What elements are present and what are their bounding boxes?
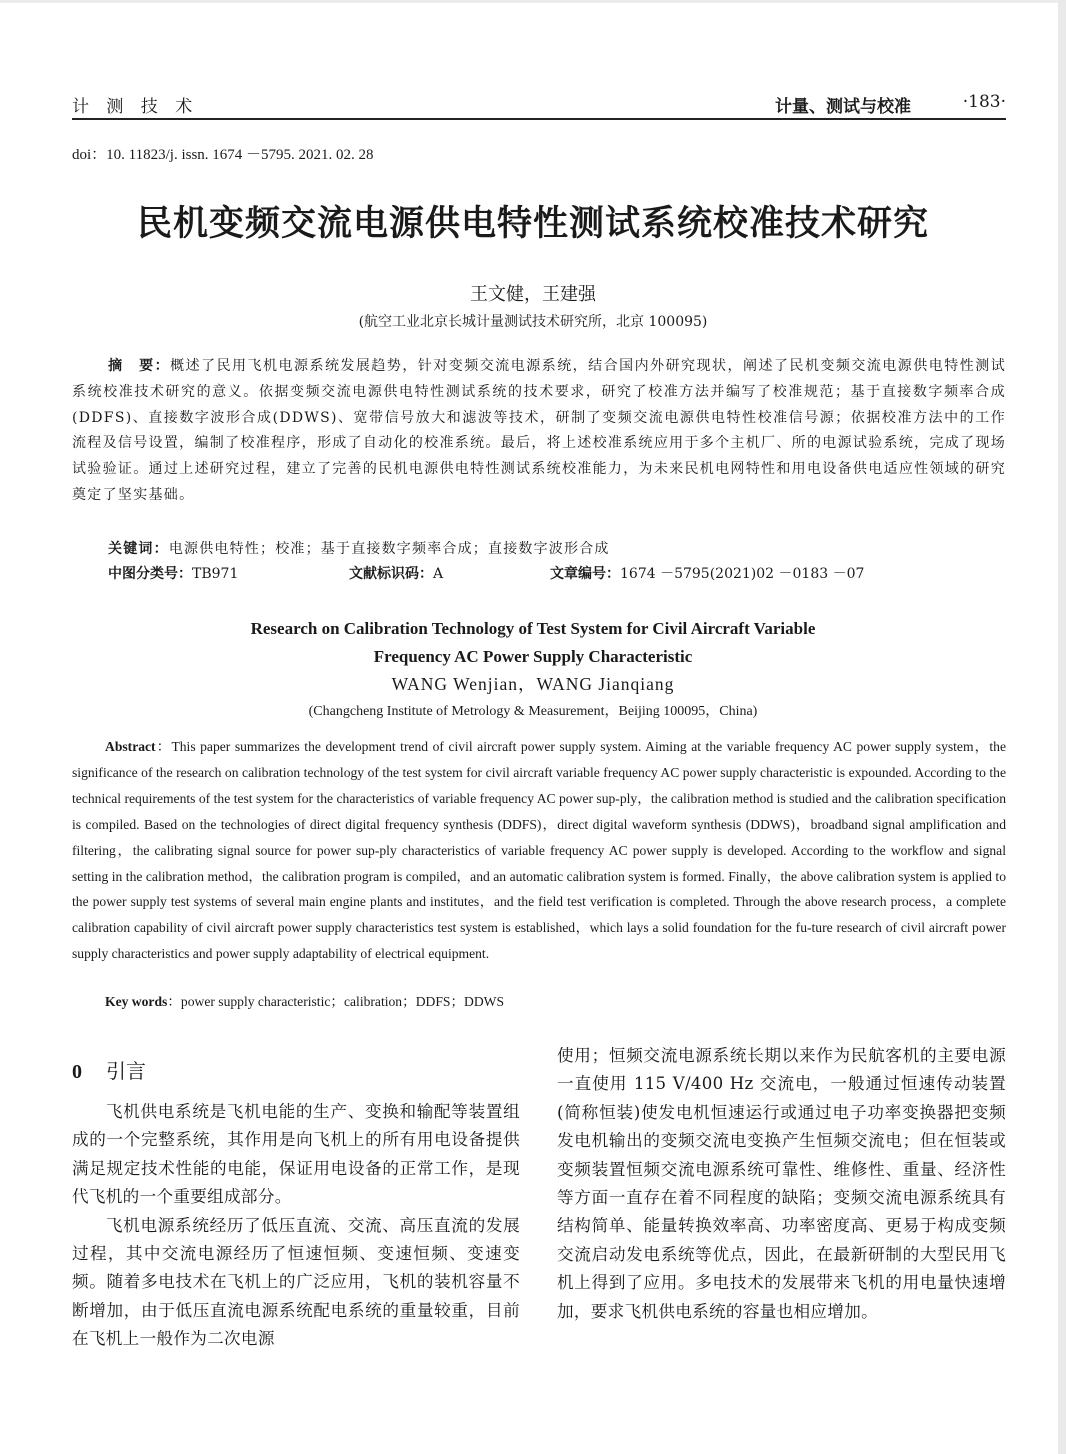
affiliation-zh: (航空工业北京长城计量测试技术研究所，北京 100095) [358, 314, 708, 330]
authors-en: WANG Wenjian，WANG Jianqiang [391, 674, 675, 694]
doc-code-value: A [433, 566, 444, 582]
header-rule [72, 118, 1006, 120]
clc-value: TB971 [192, 566, 239, 582]
keywords-en-text: ：power supply characteristic；calibration；DDFS；DDWS [167, 994, 505, 1009]
paper-title-zh: 民机变频交流电源供电特性测试系统校准技术研究 [136, 204, 929, 244]
section-number: 0 [72, 1061, 82, 1083]
doi-line: doi：10. 11823/j. issn. 1674 －5795. 2021. 02. 28 [72, 147, 374, 163]
abstract-en-label: Abstract [105, 739, 156, 754]
abstract-en-text: ：This paper summarizes the development trend of civil aircraft power supply system. Aiming at the variable frequency AC power supply system，the significance of the research on calibration technology of the test system for civil aircraft variable frequency AC power supply characteristic is expounded. According to the technical requirements of the test system for the characteristics of variable frequency AC power sup-ply，the calibration method is studied and the calibration specification is compiled. Based on the technologies of direct digital frequency synthesis (DDFS)，direct digital waveform synthesis (DDWS)，broadband signal amplification and filtering，the calibrating signal source for power sup-ply characteristics of variable frequency AC power supply is developed. According to the workflow and signal setting in the calibration method，the calibration program is compiled，and an automatic calibration system is formed. Finally，the above calibration system is applied to the power supply test systems of several main engine plants and institutes，and the field test verification is completed. Through the above research process，a complete calibration capability of civil aircraft power supply characteristics test system is established，which lays a solid foundation for the fu-ture research of civil aircraft power supply characteristics and power supply adaptability of electrical equipment. [72, 739, 1006, 962]
keywords-zh-label: 关键词： [108, 541, 169, 557]
section-name: 计量、测试与校准 [775, 97, 911, 117]
journal-name: 计 测 技 术 [72, 97, 199, 117]
authors-zh: 王文健，王建强 [470, 284, 596, 305]
title-en-line1: Research on Calibration Technology of Test System for Civil Aircraft Variable [250, 619, 816, 638]
doc-code-label: 文献标识码： [349, 566, 433, 582]
clc-cell [108, 563, 238, 583]
page-number: ·183· [962, 92, 1006, 112]
title-en-line2: Frequency AC Power Supply Characteristic [373, 647, 693, 666]
article-no-label: 文章编号： [550, 566, 620, 582]
affiliation-en: (Changcheng Institute of Metrology & Measurement，Beijing 100095，China) [308, 704, 758, 719]
abstract-en [72, 734, 1006, 967]
running-header [72, 92, 1006, 118]
section-heading [72, 1056, 520, 1098]
keywords-en-label: Key words [105, 994, 168, 1009]
body-right-column [557, 1042, 1006, 1326]
abstract-zh-text: 概述了民用飞机电源系统发展趋势，针对变频交流电源系统，结合国内外研究现状，阐述了民机变频交流电源供电特性测试系统校准技术研究的意义。依据变频交流电源供电特性测试系统的技术要求，研究了校准方法并编写了校准规范；基于直接数字频率合成(DDFS)、直接数字波形合成(DDWS)、宽带信号放大和滤波等技术，研制了变频交流电源供电特性校准信号源；依据校准方法中的工作流程及信号设置，编制了校准程序，形成了自动化的校准系统。最后，将上述校准系统应用于多个主机厂、所的电源试验系统，完成了现场试验验证。通过上述研究过程，建立了完善的民机电源供电特性测试系统校准能力，为未来民机电网特性和用电设备供电适应性领域的研究奠定了坚实基础。 [72, 358, 1007, 503]
page-top-edge [0, 0, 1066, 3]
body-left-column [72, 1056, 520, 1354]
section-title: 引言 [106, 1059, 146, 1083]
paper-title-en [0, 615, 1066, 671]
keywords-en [105, 990, 504, 1010]
doc-code-cell [349, 563, 443, 583]
keywords-zh-text: 电源供电特性；校准；基于直接数字频率合成；直接数字波形合成 [168, 541, 610, 557]
clc-label: 中图分类号： [108, 566, 192, 582]
article-no-cell [550, 563, 864, 583]
keywords-zh [108, 538, 610, 558]
classification-row [108, 563, 1008, 585]
intro-paragraph-2: 飞机电源系统经历了低压直流、交流、高压直流的发展过程，其中交流电源经历了恒速恒频、变速恒频、变速变频。随着多电技术在飞机上的广泛应用，飞机的装机容量不断增加，由于低压直流电源系统配电系统的重量较重，目前在飞机上一般作为二次电源 [72, 1215, 520, 1349]
intro-paragraph-3: 使用；恒频交流电源系统长期以来作为民航客机的主要电源一直使用 115 V/400 Hz 交流电，一般通过恒速传动装置(简称恒装)使发电机恒速运行或通过电子功率变换器把变频发电机输出的变频交流电变换产生恒频交流电；但在恒装或变频装置恒频交流电源系统可靠性、维修性、重量、经济性等方面一直存在着不同程度的缺陷；变频交流电源系统具有结构简单、能量转换效率高、功率密度高、更易于构成变频交流启动发电系统等优点，因此，在最新研制的大型民用飞机上得到了应用。多电技术的发展带来飞机的用电量快速增加，要求飞机供电系统的容量也相应增加。 [557, 1046, 1006, 1321]
article-no-value: 1674 －5795(2021)02 －0183 －07 [620, 566, 865, 582]
intro-paragraph-1: 飞机供电系统是飞机电能的生产、变换和输配等装置组成的一个完整系统，其作用是向飞机上的所有用电设备提供满足规定技术性能的电能，保证用电设备的正常工作，是现代飞机的一个重要组成部分。 [72, 1102, 520, 1207]
abstract-zh-label: 摘 要： [108, 358, 171, 374]
abstract-zh [72, 354, 1006, 509]
